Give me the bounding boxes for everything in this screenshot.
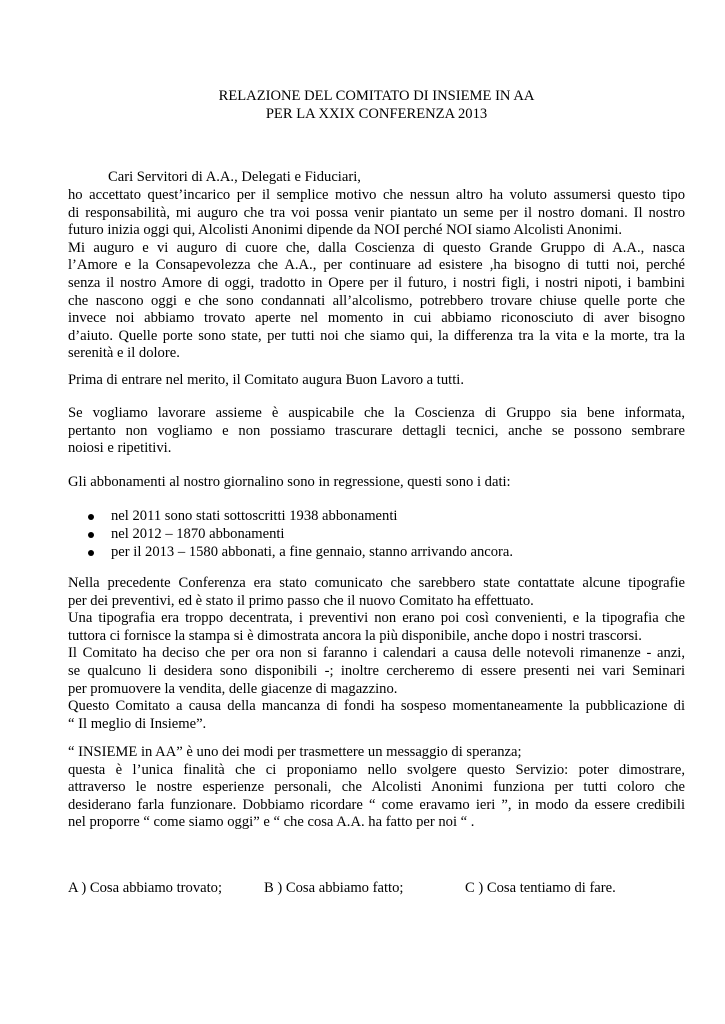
intro-line: di responsabilità, mi auguro che tra voi possa venir piantato un seme per il nostro domani. Il nostro — [68, 204, 685, 221]
list-item — [68, 508, 685, 526]
technical-line: noiosi e ripetitivi. — [68, 440, 172, 457]
intro-line: invece noi abbiamo trovato aperte nel momento in cui abbiamo riconosciuto di aver bisogno — [68, 310, 685, 327]
document-title-line-1: RELAZIONE DEL COMITATO DI INSIEME IN AA — [218, 88, 535, 104]
printing-line: “ Il meglio di Insieme”. — [68, 715, 207, 732]
option-c: C ) Cosa tentiamo di fare. — [465, 880, 616, 896]
mission-line: “ INSIEME in AA” è uno dei modi per trasmettere un messaggio di speranza; — [68, 744, 522, 760]
subscriptions-intro-text: Gli abbonamenti al nostro giornalino sono in regressione, questi sono i dati: — [68, 474, 511, 490]
technical-paragraph — [68, 405, 685, 458]
mission-line: questa è l’unica finalità che ci proponiamo nello svolgere questo Servizio: poter dimostrare, — [68, 761, 685, 778]
intro-line: serenità e il dolore. — [68, 345, 180, 362]
subscriptions-list — [68, 508, 685, 562]
intro-line: l’Amore e la Consapevolezza che A.A., per continuare ad esistere ,ha bisogno di tutti noi, perché — [68, 257, 685, 274]
option-b: B ) Cosa abbiamo fatto; — [264, 880, 404, 896]
printing-line: per dei preventivi, ed è stato il primo passo che il nuovo Comitato ha effettuato. — [68, 592, 534, 609]
printing-line: per promuovere la vendita, delle giacenze di magazzino. — [68, 680, 398, 697]
mission-line: nel proporre “ come siamo oggi” e “ che cosa A.A. ha fatto per noi “ . — [68, 814, 475, 831]
bullet-icon — [88, 532, 94, 538]
greeting-paragraph-text: Prima di entrare nel merito, il Comitato augura Buon Lavoro a tutti. — [68, 372, 464, 388]
printing-line: Questo Comitato a causa della mancanza di fondi ha sospeso momentaneamente la pubblicazione di — [68, 698, 685, 715]
mission-line: attraverso le nostre esperienze personali, che Alcolisti Anonimi funziona per tutti coloro che — [68, 779, 685, 796]
printing-line: Nella precedente Conferenza era stato comunicato che sarebbero state contattate alcune tipografie — [68, 575, 685, 591]
list-item-text: per il 2013 – 1580 abbonati, a fine gennaio, stanno arrivando ancora. — [111, 544, 514, 560]
intro-paragraph — [68, 187, 685, 363]
technical-line: pertanto non vogliamo e non possiamo trascurare dettagli tecnici, anche se possono sembrare — [68, 422, 685, 439]
bullet-icon — [88, 514, 94, 520]
intro-line: ho accettato quest’incarico per il semplice motivo che nessun altro ha voluto assumersi questo tipo — [68, 187, 685, 203]
options-row — [68, 880, 685, 898]
mission-line: desiderano farla funzionare. Dobbiamo ricordare “ come eravamo ieri ”, in modo da essere credibili — [68, 796, 685, 813]
list-item-text: nel 2012 – 1870 abbonamenti — [111, 526, 285, 542]
list-item — [68, 526, 685, 544]
printing-line: Una tipografia era troppo decentrata, i preventivi non erano poi così convenienti, e la tipografia che — [68, 610, 685, 627]
intro-line: d’aiuto. Quelle porte sono state, per tutti noi che siamo qui, la differenza tra la vita e la morte, tra la — [68, 327, 685, 344]
printing-line: Il Comitato ha deciso che per ora non si faranno i calendari a causa delle notevoli rimanenze - anzi, — [68, 645, 685, 662]
subscriptions-intro — [68, 474, 685, 492]
intro-line: Mi auguro e vi auguro di cuore che, dalla Coscienza di questo Grande Gruppo di A.A., nasca — [68, 239, 685, 256]
printing-line: tuttora ci fornisce la stampa si è dimostrata ancora la più disponibile, anche dopo i nostri trascorsi. — [68, 627, 642, 644]
intro-line: che nascono oggi e che sono condannati all’alcolismo, potrebbero trovare chiuse quelle porte che — [68, 292, 685, 309]
bullet-icon — [88, 550, 94, 556]
mission-paragraph — [68, 744, 685, 832]
intro-line: senza il nostro Amore di oggi, tradotto in Opere per il futuro, i nostri figli, i nostri nipoti, i bambini — [68, 274, 685, 291]
printing-paragraph — [68, 575, 685, 733]
greeting-paragraph — [68, 372, 685, 390]
intro-line: futuro inizia oggi qui, Alcolisti Anonimi dipende da NOI perché NOI siamo Alcolisti Anonimi. — [68, 222, 623, 239]
technical-line: Se vogliamo lavorare assieme è auspicabile che la Coscienza di Gruppo sia bene informata, — [68, 405, 685, 421]
greeting: Cari Servitori di A.A., Delegati e Fiduciari, — [108, 169, 361, 185]
list-item — [68, 544, 685, 562]
list-item-text: nel 2011 sono stati sottoscritti 1938 abbonamenti — [111, 508, 398, 524]
document-title-line-2: PER LA XXIX CONFERENZA 2013 — [265, 106, 488, 122]
printing-line: se qualcuno li desidera sono disponibili -; inoltre cercheremo di essere presenti nei vari Seminari — [68, 662, 685, 679]
option-a: A ) Cosa abbiamo trovato; — [68, 880, 223, 896]
